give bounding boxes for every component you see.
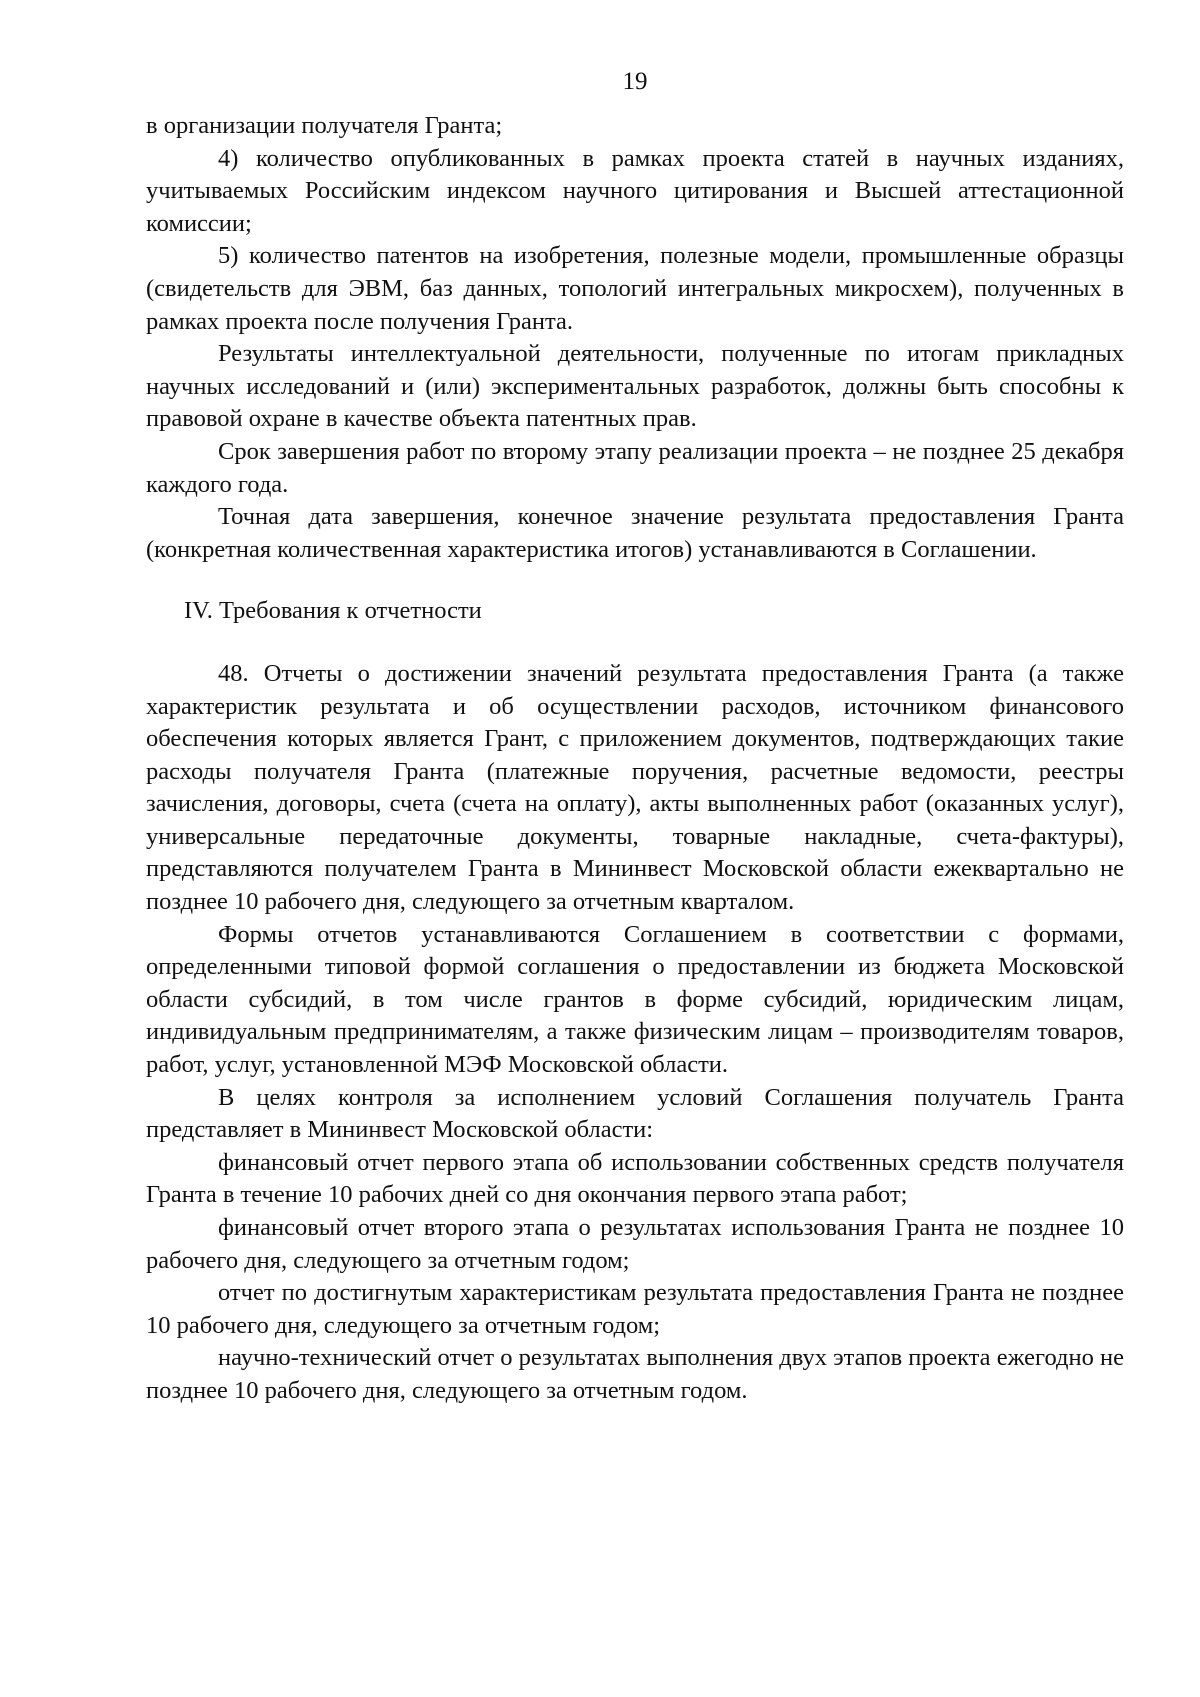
spacer [146, 566, 1124, 595]
spacer [146, 628, 1124, 658]
paragraph-item-5: 5) количество патентов на изобретения, полезные модели, промышленные образцы (свидетельств для ЭВМ, баз данных, топологий интегральных микросхем), полученных в рамках проекта после получения Гранта. [146, 242, 1124, 335]
document-body [146, 110, 1124, 1408]
paragraph-financial-report-stage-1: финансовый отчет первого этапа об использовании собственных средств получателя Гранта в течение 10 рабочих дней со дня окончания первого этапа работ; [146, 1148, 1124, 1209]
page-number: 19 [622, 68, 648, 95]
paragraph-financial-report-stage-2: финансовый отчет второго этапа о результатах использования Гранта не позднее 10 рабочего дня, следующего за отчетным годом; [146, 1214, 1124, 1274]
paragraph-characteristics-report: отчет по достигнутым характеристикам результата предоставления Гранта не позднее 10 рабочего дня, следующего за отчетным годом; [146, 1279, 1124, 1339]
section-heading: IV. Требования к отчетности [184, 597, 482, 625]
paragraph-deadline: Срок завершения работ по второму этапу реализации проекта – не позднее 25 декабря каждого года. [146, 437, 1124, 498]
paragraph-exact-date: Точная дата завершения, конечное значение результата предоставления Гранта (конкретная количественная характеристика итогов) устанавливаются в Соглашении. [146, 503, 1124, 563]
paragraph-scientific-report: научно-технический отчет о результатах выполнения двух этапов проекта ежегодно не позднее 10 рабочего дня, следующего за отчетным годом. [146, 1344, 1124, 1404]
paragraph-item-4: 4) количество опубликованных в рамках проекта статей в научных изданиях, учитываемых Российским индексом научного цитирования и Высшей аттестационной комиссии; [146, 144, 1124, 237]
paragraph-continuation: в организации получателя Гранта; [146, 112, 503, 139]
paragraph-report-forms: Формы отчетов устанавливаются Соглашением в соответствии с формами, определенными типовой формой соглашения о предоставлении из бюджета Московской области субсидий, в том числе грантов в форме субсидий, юридическим лицам, индивидуальным предпринимателям, а также физическим лицам – производителям товаров, работ, услуг, установленной МЭФ Московской области. [146, 920, 1124, 1079]
paragraph-control: В целях контроля за исполнением условий Соглашения получатель Гранта представляет в Мининвест Московской области: [146, 1083, 1124, 1144]
paragraph-48: 48. Отчеты о достижении значений результата предоставления Гранта (а также характеристик результата и об осуществлении расходов, источником финансового обеспечения которых является Грант, с приложением документов, подтверждающих такие расходы получателя Гранта (платежные поручения, расчетные ведомости, реестры зачисления, договоры, счета (счета на оплату), акты выполненных работ (оказанных услуг), универсальные передаточные документы, товарные накладные, счета-фактуры), представляются получателем Гранта в Мининвест Московской области ежеквартально не позднее 10 рабочего дня, следующего за отчетным кварталом. [146, 659, 1124, 916]
paragraph-ip-results: Результаты интеллектуальной деятельности, полученные по итогам прикладных научных исследований и (или) экспериментальных разработок, должны быть способны к правовой охране в качестве объекта патентных прав. [146, 340, 1124, 433]
